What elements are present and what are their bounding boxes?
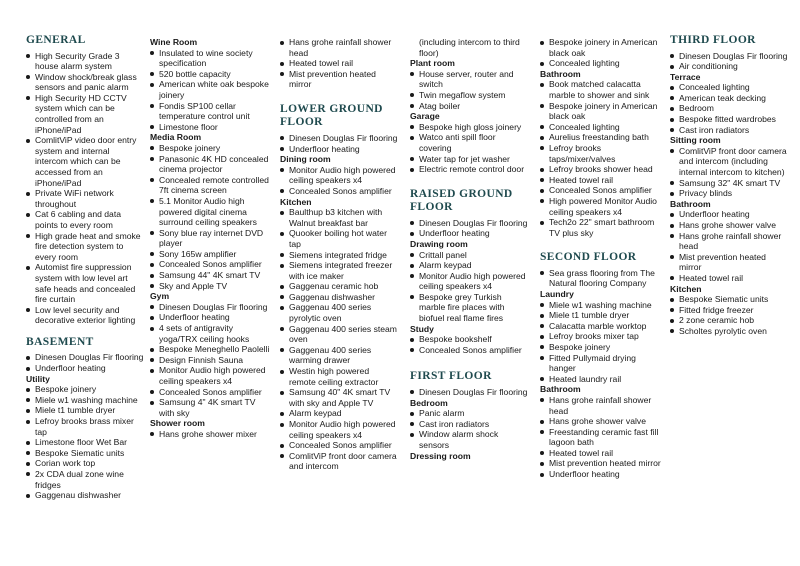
list-item: Atag boiler xyxy=(410,101,528,112)
subheading-utility: Utility xyxy=(26,373,50,384)
list-item: Design Finnish Sauna xyxy=(150,355,272,366)
list-item: Freestanding ceramic fast fill lagoon bath xyxy=(540,427,664,448)
list-item: Heated towel rail xyxy=(540,175,664,186)
list-drawing-room xyxy=(410,250,528,324)
list-item: Private WiFi network throughout xyxy=(26,188,144,209)
list-bathroom-second xyxy=(540,395,664,480)
list-item: Baulthup b3 kitchen with Walnut breakfast bar xyxy=(280,207,398,228)
list-item: Concealed Sonos amplifier xyxy=(540,185,664,196)
continued-text: (including intercom to third floor) xyxy=(419,37,520,58)
subheading-gym: Gym xyxy=(150,291,170,302)
list-item: Concealed Sonos amplifier xyxy=(280,440,398,451)
list-item: Samsung 32" 4K smart TV xyxy=(670,178,788,189)
list-item: Miele t1 tumble dryer xyxy=(26,405,144,416)
list-gym xyxy=(150,302,272,419)
list-item: Cast iron radiators xyxy=(670,125,788,136)
list-item: American white oak bespoke joinery xyxy=(150,79,272,100)
list-item: Monitor Audio high powered ceiling speakers x4 xyxy=(410,271,528,292)
list-item: Sony blue ray internet DVD player xyxy=(150,228,272,249)
list-item: Water tap for jet washer xyxy=(410,154,528,165)
list-item: Cast iron radiators xyxy=(410,419,528,430)
subheading-kitchen-third: Kitchen xyxy=(670,283,702,294)
list-item: Electric remote control door xyxy=(410,164,528,175)
list-item: Privacy blinds xyxy=(670,188,788,199)
subheading-terrace: Terrace xyxy=(670,71,701,82)
list-item: Westin high powered remote ceiling extractor xyxy=(280,366,398,387)
list-item: Limestone floor Wet Bar xyxy=(26,437,144,448)
column-2 xyxy=(150,37,272,440)
list-item: Miele w1 washing machine xyxy=(540,300,664,311)
list-dining-room xyxy=(280,165,398,197)
list-item: Monitor Audio high powered ceiling speakers x4 xyxy=(280,419,398,440)
list-item: Bespoke bookshelf xyxy=(410,334,528,345)
list-item: Bespoke Siematic units xyxy=(26,448,144,459)
list-item: Underfloor heating xyxy=(410,228,528,239)
subheading-dressing-room: Dressing room xyxy=(410,450,471,461)
list-item: Bespoke grey Turkish marble fire places with biofuel real flame fires xyxy=(410,292,528,324)
list-item: Concealed Sonos amplifier xyxy=(410,345,528,356)
list-kitchen-third xyxy=(670,294,788,336)
list-item: Twin megaflow system xyxy=(410,90,528,101)
list-item: Fitted Pullymaid drying hanger xyxy=(540,353,664,374)
list-wine-room xyxy=(150,48,272,133)
list-terrace xyxy=(670,82,788,135)
list-item: Gaggenau dishwasher xyxy=(26,490,144,501)
list-item: Dinesen Douglas Fir flooring xyxy=(26,352,144,363)
list-item: 5.1 Monitor Audio high powered digital cinema surround ceiling speakers xyxy=(150,196,272,228)
list-garage xyxy=(410,122,528,175)
list-item: Quooker boiling hot water tap xyxy=(280,228,398,249)
list-sitting-room xyxy=(670,146,788,199)
list-item: Dinesen Douglas Fir flooring xyxy=(410,387,528,398)
list-item: Hans grohe rainfall shower head xyxy=(540,395,664,416)
list-item: Gaggenau 400 series pyrolytic oven xyxy=(280,302,398,323)
list-study xyxy=(410,334,528,355)
list-item: Insulated to wine society specification xyxy=(150,48,272,69)
list-item: Siemens integrated fridge xyxy=(280,250,398,261)
list-item: Bespoke Siematic units xyxy=(670,294,788,305)
list-item: Low level security and decorative exterior lighting xyxy=(26,305,144,326)
list-item: Underfloor heating xyxy=(150,312,272,323)
list-item: Miele w1 washing machine xyxy=(26,395,144,406)
list-item: Sea grass flooring from The Natural flooring Company xyxy=(540,268,664,289)
list-item: Bespoke Meneghello Paolelli xyxy=(150,344,272,355)
list-item: Dinesen Douglas Fir flooring xyxy=(150,302,272,313)
list-item: Concealed remote controlled 7ft cinema screen xyxy=(150,175,272,196)
list-general xyxy=(26,51,144,326)
list-item: High grade heat and smoke fire detection system to every room xyxy=(26,231,144,263)
list-item: Bespoke joinery xyxy=(150,143,272,154)
section-heading-third-floor: THIRD FLOOR xyxy=(670,34,756,46)
list-item: House server, router and switch xyxy=(410,69,528,90)
list-item: High Security HD CCTV system which can be controlled from an iPhone/iPad xyxy=(26,93,144,135)
list-item: Hans grohe shower mixer xyxy=(150,429,272,440)
section-heading-raised-ground-floor: RAISED GROUND FLOOR xyxy=(410,187,513,214)
list-shower-room xyxy=(150,429,272,440)
list-item: Monitor Audio high powered ceiling speakers x4 xyxy=(150,365,272,386)
list-item: Lefroy brooks mixer tap xyxy=(540,331,664,342)
list-item: Gaggenau dishwasher xyxy=(280,292,398,303)
list-plant-room xyxy=(410,69,528,111)
list-item: Lefroy brooks brass mixer tap xyxy=(26,416,144,437)
list-media-room xyxy=(150,143,272,291)
list-item: Bedroom xyxy=(670,103,788,114)
subheading-laundry: Laundry xyxy=(540,288,574,299)
list-item: Hans grohe rainfall shower head xyxy=(670,231,788,252)
subheading-kitchen: Kitchen xyxy=(280,196,312,207)
list-item: Samsung 40" 4K smart TV with sky and Apple TV xyxy=(280,387,398,408)
list-item: Bespoke joinery in American black oak xyxy=(540,101,664,122)
list-item: Dinesen Douglas Fir flooring xyxy=(280,133,398,144)
list-item: Fondis SP100 cellar temperature control unit xyxy=(150,101,272,122)
list-item: Monitor Audio high powered ceiling speakers x4 xyxy=(280,165,398,186)
list-item: Cat 6 cabling and data points to every room xyxy=(26,209,144,230)
list-item: Scholtes pyrolytic oven xyxy=(670,326,788,337)
list-item: 520 bottle capacity xyxy=(150,69,272,80)
list-item: Heated laundry rail xyxy=(540,374,664,385)
list-shower-continued xyxy=(280,37,398,90)
list-bathroom-third xyxy=(670,209,788,283)
list-item: Concealed lighting xyxy=(540,58,664,69)
subheading-bathroom-second: Bathroom xyxy=(540,384,581,395)
section-heading-general: GENERAL xyxy=(26,34,86,46)
list-kitchen xyxy=(280,207,398,472)
list-item: Mist prevention heated mirror xyxy=(540,458,664,469)
list-item: Limestone floor xyxy=(150,122,272,133)
list-item: Dinesen Douglas Fir flooring xyxy=(410,218,528,229)
subheading-dining-room: Dining room xyxy=(280,154,331,165)
list-item: Gaggenau ceramic hob xyxy=(280,281,398,292)
section-heading-first-floor: FIRST FLOOR xyxy=(410,370,492,383)
list-bedroom xyxy=(410,408,528,450)
list-item: Aurelius freestanding bath xyxy=(540,132,664,143)
subheading-bathroom-first: Bathroom xyxy=(540,68,581,79)
list-item: Heated towel rail xyxy=(540,448,664,459)
section-heading-lower-ground-floor: LOWER GROUND FLOOR xyxy=(280,102,383,129)
list-item: Hans grohe shower valve xyxy=(670,220,788,231)
list-second-floor xyxy=(540,268,664,289)
list-item: Window alarm shock sensors xyxy=(410,429,528,450)
list-item: Concealed Sonos amplifier xyxy=(280,186,398,197)
list-item: Automist fire suppression system with low level art safe heads and concealed fire curtain xyxy=(26,262,144,304)
list-utility xyxy=(26,384,144,501)
subheading-wine-room: Wine Room xyxy=(150,37,198,47)
list-item: Corian work top xyxy=(26,458,144,469)
list-item: Underfloor heating xyxy=(26,363,144,374)
column-5 xyxy=(540,37,664,480)
list-item: Air conditioning xyxy=(670,61,788,72)
list-item: Gaggenau 400 series warming drawer xyxy=(280,345,398,366)
list-item: Underfloor heating xyxy=(280,144,398,155)
list-item: High powered Monitor Audio ceiling speakers x4 xyxy=(540,196,664,217)
list-item: Mist prevention heated mirror xyxy=(670,252,788,273)
list-item: Mist prevention heated mirror xyxy=(280,69,398,90)
list-item: Concealed lighting xyxy=(540,122,664,133)
list-lower-ground-floor xyxy=(280,133,398,154)
list-basement xyxy=(26,352,144,373)
subheading-drawing-room: Drawing room xyxy=(410,238,468,249)
list-item: Dinesen Douglas Fir flooring xyxy=(670,51,788,62)
list-item: High Security Grade 3 house alarm system xyxy=(26,51,144,72)
list-item: Crittall panel xyxy=(410,250,528,261)
list-item: Hans grohe rainfall shower head xyxy=(280,37,398,58)
list-item: ComlitViP video door entry system and internal intercom which can be accessed from an iPhone/iPad xyxy=(26,135,144,188)
list-item: Panasonic 4K HD concealed cinema projector xyxy=(150,154,272,175)
subheading-garage: Garage xyxy=(410,111,440,122)
list-item: Samsung 44" 4K smart TV xyxy=(150,270,272,281)
list-item: Window shock/break glass sensors and panic alarm xyxy=(26,72,144,93)
list-item: Underfloor heating xyxy=(540,469,664,480)
list-bathroom-first xyxy=(540,79,664,238)
list-item: Alarm keypad xyxy=(280,408,398,419)
list-item: Panic alarm xyxy=(410,408,528,419)
subheading-media-room: Media Room xyxy=(150,132,202,143)
list-item: American teak decking xyxy=(670,93,788,104)
list-raised-ground-floor xyxy=(410,218,528,239)
list-first-floor xyxy=(410,387,528,398)
list-item: Calacatta marble worktop xyxy=(540,321,664,332)
list-item: Book matched calacatta marble to shower and sink xyxy=(540,79,664,100)
list-item: ComlitViP front door camera and intercom (including internal intercom to kitchen) xyxy=(670,146,788,178)
list-item: Sky and Apple TV xyxy=(150,281,272,292)
list-third-floor xyxy=(670,51,788,72)
subheading-plant-room: Plant room xyxy=(410,58,455,69)
list-item: Samsung 4" 4K smart TV with sky xyxy=(150,397,272,418)
column-3 xyxy=(280,37,398,472)
list-item: Fitted fridge freezer xyxy=(670,305,788,316)
list-item: Gaggenau 400 series steam oven xyxy=(280,324,398,345)
subheading-bathroom-third: Bathroom xyxy=(670,198,711,209)
list-item: Lefroy brooks taps/mixer/valves xyxy=(540,143,664,164)
subheading-bedroom: Bedroom xyxy=(410,397,448,408)
list-item: Tech2o 22" smart bathroom TV plus sky xyxy=(540,217,664,238)
list-item: Heated towel rail xyxy=(670,273,788,284)
list-item: Alarm keypad xyxy=(410,260,528,271)
list-item: Concealed Sonos amplifier xyxy=(150,259,272,270)
list-item: Sony 165w amplifier xyxy=(150,249,272,260)
section-heading-basement: BASEMENT xyxy=(26,335,94,348)
column-4 xyxy=(410,37,528,461)
list-item: Miele t1 tumble dryer xyxy=(540,310,664,321)
column-1 xyxy=(26,26,144,501)
subheading-study: Study xyxy=(410,323,434,334)
list-item: Siemens integrated freezer with ice maker xyxy=(280,260,398,281)
list-item: 2x CDA dual zone wine fridges xyxy=(26,469,144,490)
list-item: ComlitViP front door camera and intercom xyxy=(280,451,398,472)
list-item: Hans grohe shower valve xyxy=(540,416,664,427)
list-item: Bespoke joinery xyxy=(26,384,144,395)
list-item: Bespoke joinery xyxy=(540,342,664,353)
column-6 xyxy=(670,26,788,337)
list-item: Concealed Sonos amplifier xyxy=(150,387,272,398)
list-item: Concealed lighting xyxy=(670,82,788,93)
list-laundry xyxy=(540,300,664,385)
list-item: 4 sets of antigravity yoga/TRX ceiling hooks xyxy=(150,323,272,344)
subheading-shower-room: Shower room xyxy=(150,418,205,429)
list-item: Heated towel rail xyxy=(280,58,398,69)
subheading-sitting-room: Sitting room xyxy=(670,135,721,146)
list-item: Underfloor heating xyxy=(670,209,788,220)
list-item: Lefroy brooks shower head xyxy=(540,164,664,175)
list-item: 2 zone ceramic hob xyxy=(670,315,788,326)
list-item: Bespoke fitted wardrobes xyxy=(670,114,788,125)
list-item: Watco anti spill floor covering xyxy=(410,132,528,153)
list-item: Bespoke joinery in American black oak xyxy=(540,37,664,58)
section-heading-second-floor: SECOND FLOOR xyxy=(540,251,637,264)
list-dressing-continued xyxy=(540,37,664,69)
list-item: Bespoke high gloss joinery xyxy=(410,122,528,133)
